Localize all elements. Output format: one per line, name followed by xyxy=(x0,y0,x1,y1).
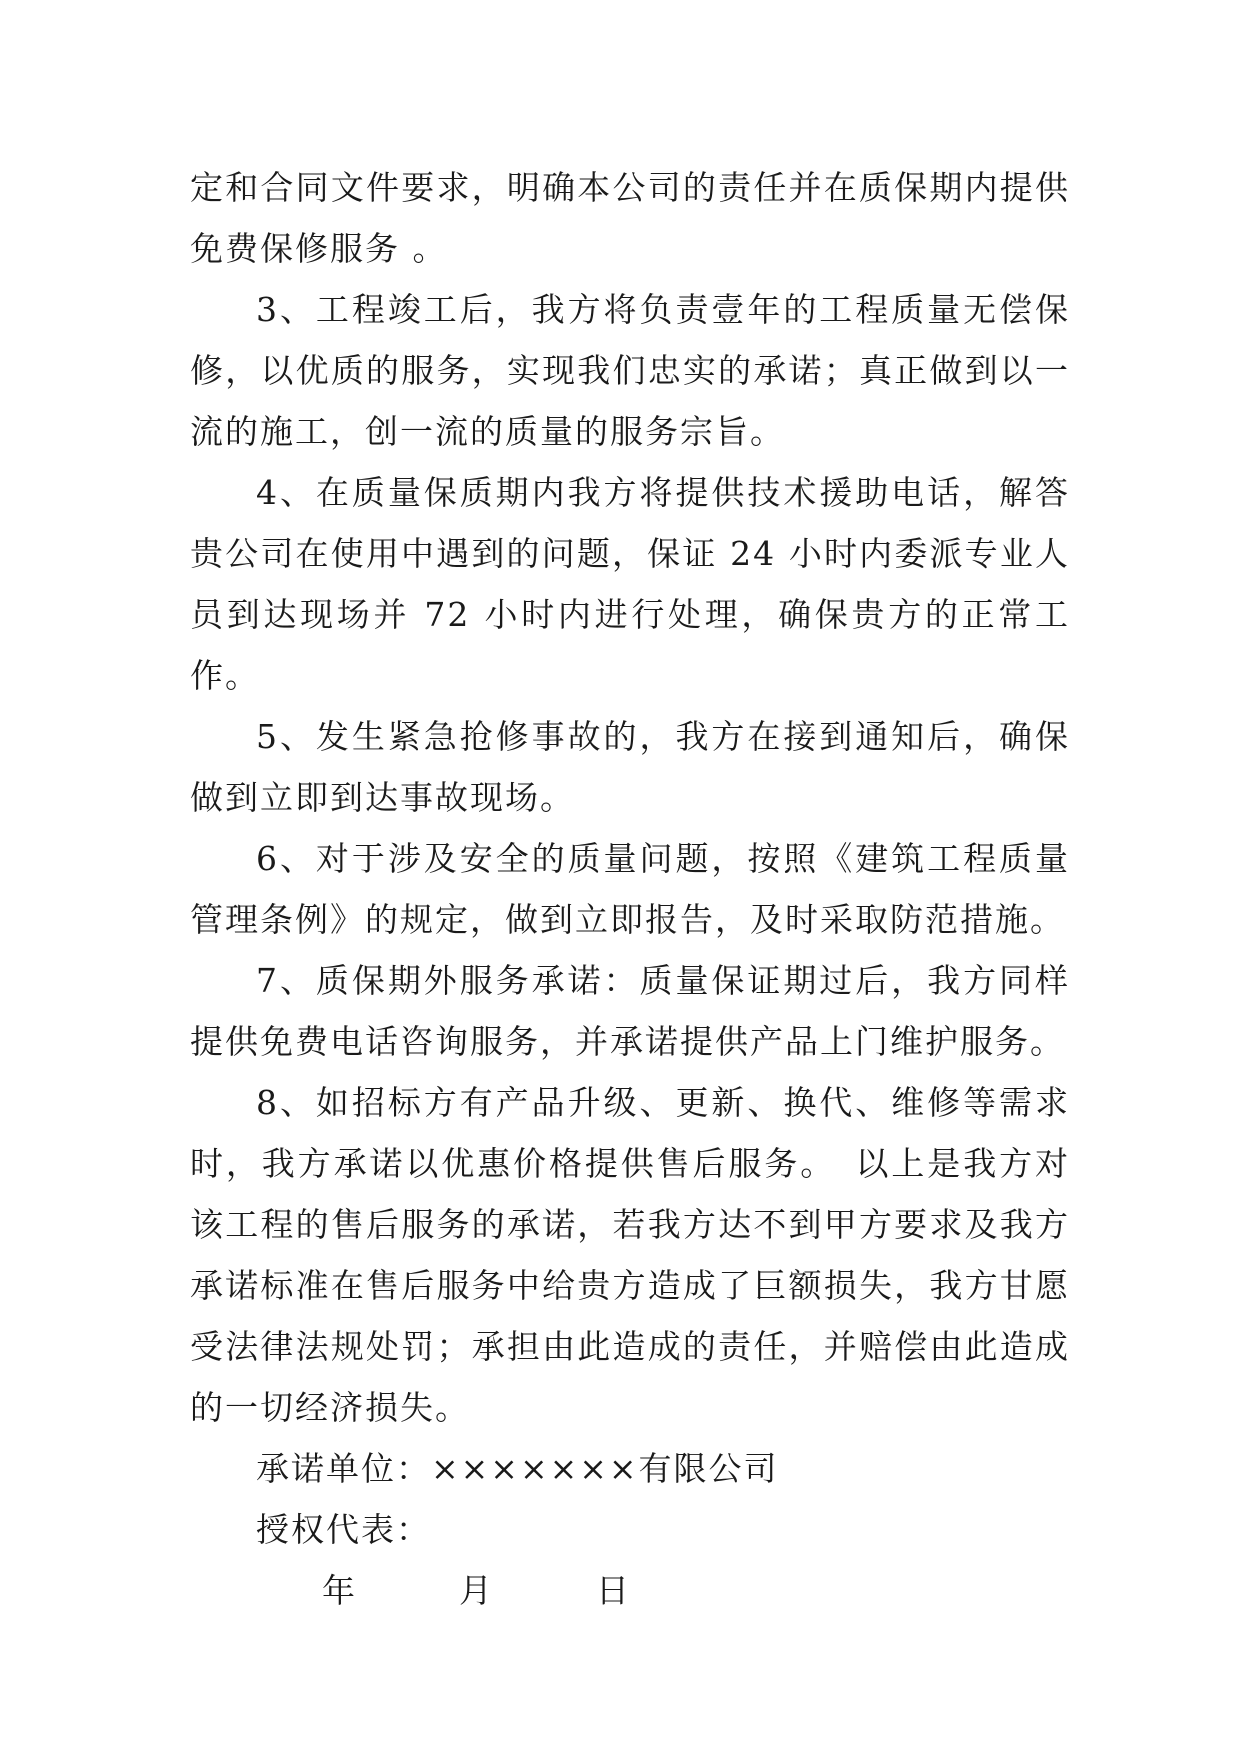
signature-date xyxy=(190,1560,1070,1621)
paragraph-item-4: 4、在质量保质期内我方将提供技术援助电话，解答贵公司在使用中遇到的问题，保证 24 小时内委派专业人员到达现场并 72 小时内进行处理，确保贵方的正常工作。 xyxy=(190,473,1070,695)
paragraph-continuation: 定和合同文件要求，明确本公司的责任并在质保期内提供免费保修服务 。 xyxy=(190,168,1070,268)
paragraph-item-6: 6、对于涉及安全的质量问题，按照《建筑工程质量管理条例》的规定，做到立即报告，及时采取防范措施。 xyxy=(190,839,1070,939)
document-body xyxy=(190,157,1070,1621)
paragraph-item-5: 5、发生紧急抢修事故的，我方在接到通知后，确保做到立即到达事故现场。 xyxy=(190,717,1070,817)
paragraph-item-7: 7、质保期外服务承诺：质量保证期过后，我方同样提供免费电话咨询服务，并承诺提供产品上门维护服务。 xyxy=(190,961,1070,1061)
signature-unit: 承诺单位：×××××××有限公司 xyxy=(256,1449,779,1488)
paragraph-item-3: 3、工程竣工后，我方将负责壹年的工程质量无偿保修，以优质的服务，实现我们忠实的承诺；真正做到以一流的施工，创一流的质量的服务宗旨。 xyxy=(190,290,1070,451)
date-month: 月 xyxy=(459,1571,494,1610)
date-year: 年 xyxy=(322,1571,357,1610)
paragraph-item-8: 8、如招标方有产品升级、更新、换代、维修等需求时，我方承诺以优惠价格提供售后服务。 以上是我方对该工程的售后服务的承诺，若我方达不到甲方要求及我方承诺标准在售后服务中给贵方造成了巨额损失，我方甘愿受法律法规处罚；承担由此造成的责任，并赔偿由此造成的一切经济损失。 xyxy=(190,1083,1070,1427)
signature-representative: 授权代表： xyxy=(256,1510,431,1549)
date-day: 日 xyxy=(596,1571,631,1610)
